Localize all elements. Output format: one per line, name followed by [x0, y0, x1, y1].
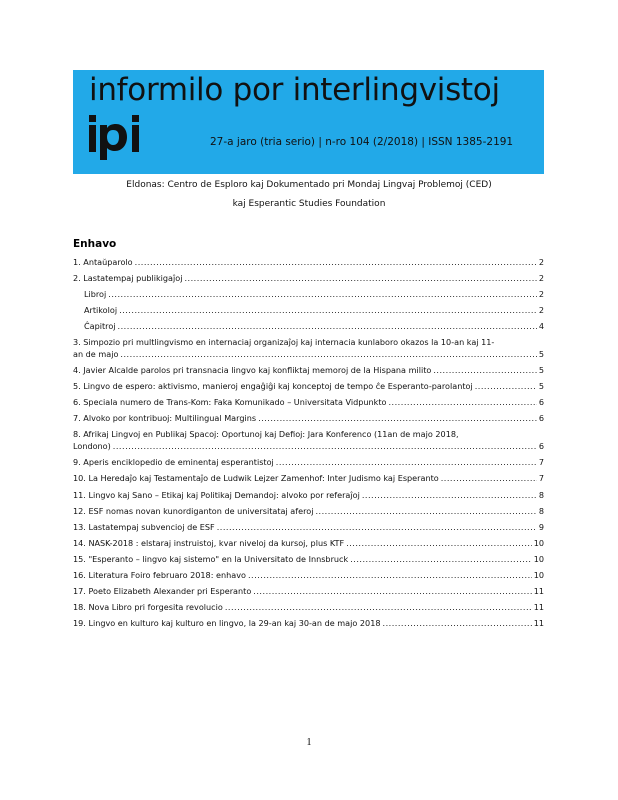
toc-entry[interactable]: 15. "Esperanto – lingvo kaj sistemo" en la Universitato de Innsbruck ..... 10: [73, 551, 544, 567]
issue-info: 27-a jaro (tria serio) | n-ro 104 (2/2018) | ISSN 1385-2191: [210, 136, 514, 148]
toc-entry[interactable]: 5. Lingvo de espero: aktivismo, manieroj engaĝiĝi kaj konceptoj de tempo ĉe Esperanto-parolantoj ..... 5: [73, 378, 544, 394]
toc-subentry[interactable]: Libroj ..... 2: [73, 286, 544, 302]
toc-subentry[interactable]: Artikoloj ..... 2: [73, 302, 544, 318]
toc-entry[interactable]: 2. Lastatempaj publikigaĵoj ..... 2: [73, 270, 544, 286]
toc-entry[interactable]: 12. ESF nomas novan kunordiganton de universitataj aferoj ..... 8: [73, 503, 544, 519]
journal-title: informilo por interlingvistoj: [89, 72, 500, 108]
publisher-line-2: kaj Esperantic Studies Foundation: [232, 199, 386, 209]
table-of-contents: [73, 254, 544, 631]
toc-entry[interactable]: 6. Speciala numero de Trans-Kom: Faka Komunikado – Universitata Vidpunkto ..... 6: [73, 394, 544, 410]
toc-entry[interactable]: 17. Poeto Elizabeth Alexander pri Esperanto ..... 11: [73, 583, 544, 599]
toc-heading: Enhavo: [73, 238, 117, 250]
ipi-logo: [87, 112, 157, 160]
toc-entry[interactable]: 3. Simpozio pri multlingvismo en internaciaj organizaĵoj kaj internacia kunlaboro okazos la 10-an kaj 11- an de majo ..... 5: [73, 334, 544, 362]
toc-entry[interactable]: 14. NASK-2018 : elstaraj instruistoj, kvar niveloj da kursoj, plus KTF ..... 10: [73, 535, 544, 551]
toc-entry[interactable]: 10. La Heredaĵo kaj Testamentaĵo de Ludwik Lejzer Zamenhof: Inter Judismo kaj Esperanto ..... 7: [73, 470, 544, 486]
publisher-line-1: Eldonas: Centro de Esploro kaj Dokumentado pri Mondaj Lingvaj Problemoj (CED): [126, 180, 492, 190]
toc-subentry[interactable]: Ĉapitroj ..... 4: [73, 318, 544, 334]
toc-entry[interactable]: 13. Lastatempaj subvencioj de ESF ..... 9: [73, 519, 544, 535]
page-number: 1: [306, 737, 312, 748]
toc-entry[interactable]: 7. Alvoko por kontribuoj: Multilingual Margins ..... 6: [73, 410, 544, 426]
toc-entry[interactable]: 18. Nova Libro pri forgesita revolucio ..... 11: [73, 599, 544, 615]
toc-entry[interactable]: 11. Lingvo kaj Sano – Etikaj kaj Politikaj Demandoj: alvoko por referaĵoj ..... 8: [73, 487, 544, 503]
toc-entry[interactable]: 9. Aperis enciklopedio de eminentaj esperantistoj ..... 7: [73, 454, 544, 470]
toc-entry[interactable]: 1. Antaŭparolo ..... 2: [73, 254, 544, 270]
header-banner: [73, 70, 544, 174]
toc-entry[interactable]: 4. Javier Alcalde parolos pri transnacia lingvo kaj konfliktaj memoroj de la Hispana milito ..... 5: [73, 362, 544, 378]
toc-entry[interactable]: 19. Lingvo en kulturo kaj kulturo en lingvo, la 29-an kaj 30-an de majo 2018 ..... 11: [73, 615, 544, 631]
toc-entry[interactable]: 8. Afrikaj Lingvoj en Publikaj Spacoj: Oportunoj kaj Defioj: Jara Konferenco (11an de majo 2018, Londono) ..... 6: [73, 426, 544, 454]
toc-entry[interactable]: 16. Literatura Foiro februaro 2018: enhavo ..... 10: [73, 567, 544, 583]
